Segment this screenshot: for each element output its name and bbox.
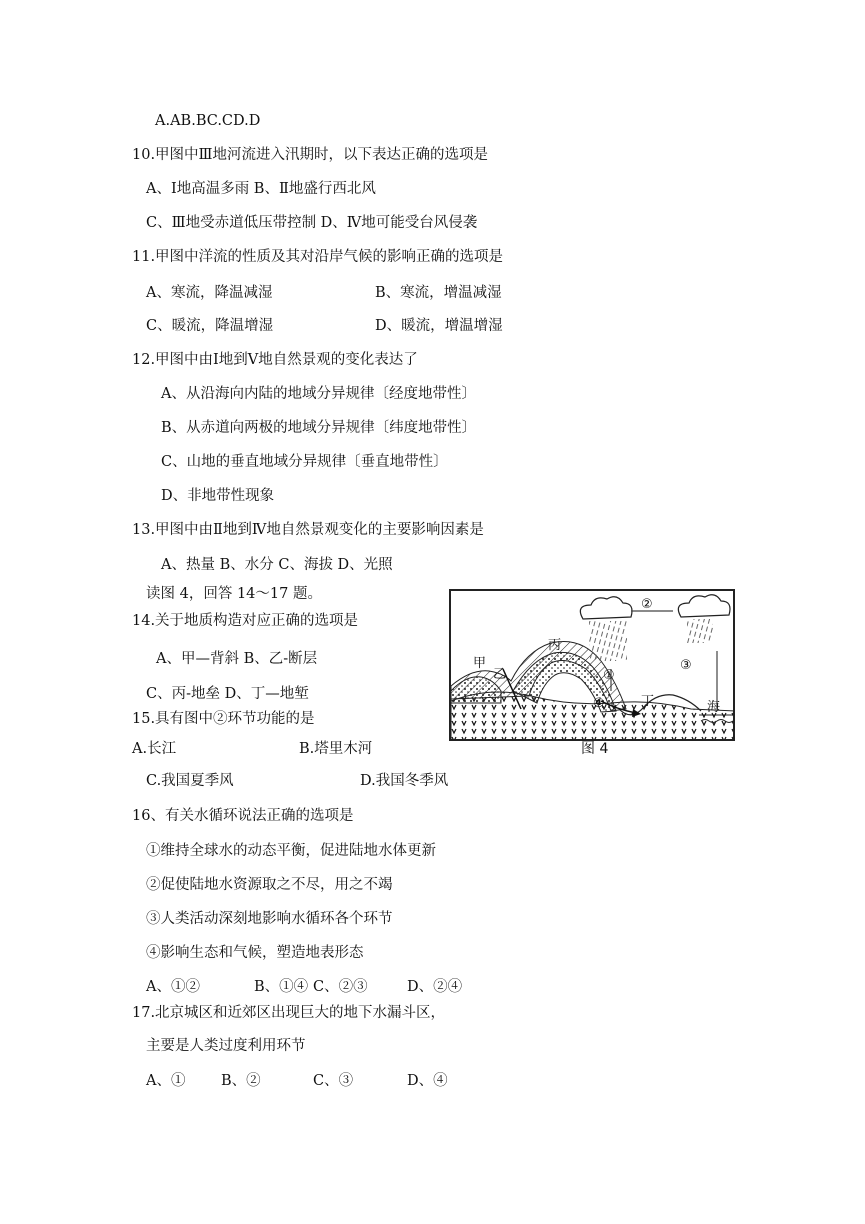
q14-stem: 14.关于地质构造对应正确的选项是 [132, 613, 359, 629]
label-3: ③ [680, 658, 692, 673]
q11-stem: 11.甲图中洋流的性质及其对沿岸气候的影响正确的选项是 [132, 249, 504, 265]
q15-stem: 15.具有图中②环节功能的是 [132, 711, 315, 727]
q10-options-1: A、Ⅰ地高温多雨 B、Ⅱ地盛行西北风 [146, 181, 376, 197]
q15-option-d: D.我国冬季风 [360, 773, 449, 789]
water-cycle-illustration [451, 591, 735, 741]
q11-option-d: D、暖流，增温增湿 [375, 318, 503, 334]
rain-right [687, 619, 713, 643]
rain-left [589, 621, 627, 661]
q11-option-a: A、寒流，降温减湿 [146, 285, 273, 301]
q9-options: A.AB.BC.CD.D [155, 113, 261, 129]
q12-stem: 12.甲图中由Ⅰ地到Ⅴ地自然景观的变化表达了 [132, 352, 418, 368]
q12-option-c: C、山地的垂直地域分异规律〔垂直地带性〕 [161, 454, 448, 470]
q16-option-a: A、①② [146, 979, 200, 995]
q16-option-d: D、②④ [407, 979, 463, 995]
read-figure-instruction: 读图 4，回答 14～17 题。 [146, 586, 322, 602]
label-ding: 丁 [641, 694, 655, 709]
q16-statement-2: ②促使陆地水资源取之不尽，用之不竭 [146, 877, 393, 893]
q10-stem: 10.甲图中Ⅲ地河流进入汛期时，以下表达正确的选项是 [132, 147, 489, 163]
q17-stem: 17.北京城区和近郊区出现巨大的地下水漏斗区， [132, 1005, 446, 1021]
q12-option-d: D、非地带性现象 [161, 488, 275, 504]
q10-options-2: C、Ⅲ地受赤道低压带控制 D、Ⅳ地可能受台风侵袭 [146, 215, 478, 231]
q16-statement-4: ④影响生态和气候，塑造地表形态 [146, 945, 364, 961]
q16-option-b: B、①④ [254, 979, 309, 995]
q13-options: A、热量 B、水分 C、海拔 D、光照 [161, 557, 393, 573]
q17-option-a: A、① [146, 1073, 186, 1089]
q12-option-a: A、从沿海向内陆的地域分异规律〔经度地带性〕 [161, 386, 476, 402]
label-hai: 海 [707, 700, 721, 715]
label-1: ① [603, 668, 615, 683]
label-bing: 丙 [548, 638, 562, 653]
q17-option-d: D、④ [407, 1073, 448, 1089]
q14-options-1: A、甲—背斜 B、乙-断层 [156, 651, 318, 667]
label-4: ④ [593, 696, 605, 711]
figure-caption: 图 4 [581, 741, 609, 757]
q13-stem: 13.甲图中由Ⅱ地到Ⅳ地自然景观变化的主要影响因素是 [132, 522, 484, 538]
q15-option-a: A.长江 [132, 741, 177, 757]
q16-statement-3: ③人类活动深刻地影响水循环各个环节 [146, 911, 393, 927]
q17-option-c: C、③ [313, 1073, 354, 1089]
figure-4-diagram [449, 589, 735, 741]
label-jia: 甲 [473, 656, 487, 671]
q11-option-c: C、暖流，降温增湿 [146, 318, 274, 334]
label-2: ② [641, 597, 653, 612]
q15-option-b: B.塔里木河 [299, 741, 373, 757]
q15-option-c: C.我国夏季风 [146, 773, 234, 789]
q17-option-b: B、② [221, 1073, 261, 1089]
q12-option-b: B、从赤道向两极的地域分异规律〔纬度地带性〕 [161, 420, 477, 436]
q11-option-b: B、寒流，增温减湿 [375, 285, 502, 301]
cloud-left [580, 597, 632, 619]
q16-stem: 16、有关水循环说法正确的选项是 [132, 808, 354, 824]
q16-option-c: C、②③ [313, 979, 368, 995]
q14-options-2: C、丙-地垒 D、丁—地堑 [146, 686, 309, 702]
label-yi: 乙 [493, 667, 507, 682]
cloud-right [678, 595, 730, 617]
q16-statement-1: ①维持全球水的动态平衡，促进陆地水体更新 [146, 843, 436, 859]
q17-stem-cont: 主要是人类过度利用环节 [146, 1038, 306, 1054]
